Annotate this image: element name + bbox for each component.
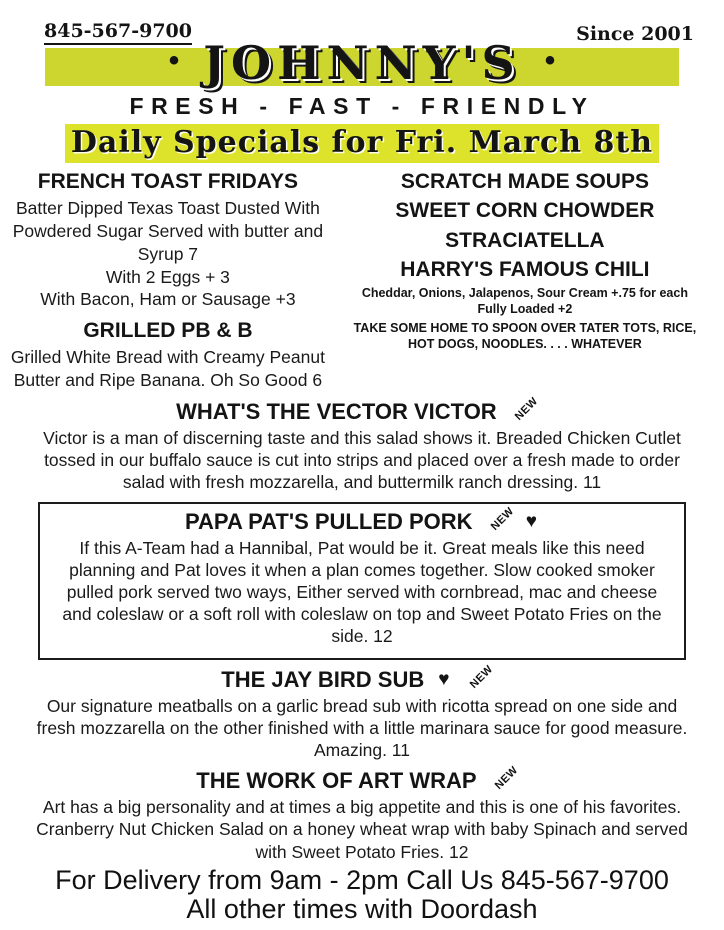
daily-specials-row [0, 125, 724, 160]
menu-line: Grilled White Bread with Creamy Peanut Butter and Ripe Banana. Oh So Good 6 [10, 347, 325, 391]
menu-line: With Bacon, Ham or Sausage +3 [40, 289, 296, 310]
soup-title: SWEET CORN CHOWDER [395, 199, 655, 223]
soup-title: SCRATCH MADE SOUPS [400, 170, 649, 193]
delivery-info: For Delivery from 9am - 2pm Call Us 845-567-9700 [55, 864, 669, 895]
section-description: Our signature meatballs on a garlic bread sub with ricotta spread on one side and fresh mozzarella on the other finished with a little marinara sauce for good measure. [36, 695, 688, 738]
take-home-note: TAKE SOME HOME TO SPOON OVER TATER TOTS, RICE, HOT DOGS, NOODLES. . . . WHATEVER [353, 321, 697, 352]
chili-loaded-note: Fully Loaded +2 [477, 302, 573, 317]
bullet-icon-right: • [544, 44, 556, 77]
new-badge: NEW [492, 764, 520, 793]
section-title: THE JAY BIRD SUB [221, 666, 425, 692]
vector-victor-section [0, 394, 724, 494]
work-of-art-section [0, 764, 724, 863]
footer [0, 866, 724, 923]
brand-name: JOHNNY'S [203, 36, 521, 90]
soup-title: STRACIATELLA [445, 228, 605, 252]
jay-bird-section [0, 662, 724, 762]
new-badge: NEW [488, 504, 516, 533]
phone-number: 845-567-9700 [44, 20, 192, 45]
french-toast-section [10, 168, 326, 311]
section-title: FRENCH TOAST FRIDAYS [37, 170, 298, 193]
section-title: GRILLED PB & B [83, 319, 253, 343]
section-title: PAPA PAT'S PULLED PORK [184, 508, 473, 534]
menu-columns [0, 166, 724, 392]
section-heading-row [50, 504, 674, 535]
brand-banner [45, 36, 679, 90]
grilled-pbb-section [10, 317, 326, 392]
doordash-info: All other times with Doordash [186, 893, 538, 924]
since-label: Since 2001 [576, 23, 694, 45]
heart-icon: ♥ [525, 511, 538, 532]
section-description: Art has a big personality and at times a big appetite and this is one of his favorites. Cranberry Nut Chicken Salad on a honey wheat wrap with baby Spinach and served with Sweet Potato Fries. 12 [36, 797, 688, 862]
section-description: Victor is a man of discerning taste and this salad shows it. Breaded Chicken Cutlet tossed in our buffalo sauce is cut into strips and placed over a fresh made to order salad with fresh mozzarella, and buttermilk ranch dressing. 11 [43, 427, 681, 493]
right-column [326, 166, 724, 392]
new-badge: NEW [467, 662, 495, 691]
section-heading-row [0, 662, 724, 693]
soups-section [340, 168, 710, 352]
tagline: FRESH - FAST - FRIENDLY [129, 93, 595, 119]
bullet-icon-left: • [168, 44, 180, 77]
section-title: WHAT'S THE VECTOR VICTOR [176, 398, 497, 424]
papa-pat-section [38, 502, 686, 660]
soup-title: HARRY'S FAMOUS CHILI [400, 257, 650, 281]
menu-line: With 2 Eggs + 3 [105, 266, 230, 287]
section-closing-line: Amazing. 11 [314, 740, 410, 761]
menu-line: Batter Dipped Texas Toast Dusted With Powdered Sugar Served with butter and Syrup 7 [12, 198, 324, 264]
section-heading-row [0, 764, 724, 794]
chili-toppings-note: Cheddar, Onions, Jalapenos, Sour Cream +.75 for each [361, 286, 688, 301]
new-badge: NEW [512, 394, 541, 423]
section-title: THE WORK OF ART WRAP [196, 768, 477, 794]
left-column [0, 166, 326, 392]
daily-specials-title: Daily Specials for Fri. March 8th [65, 124, 659, 163]
section-heading-row [0, 394, 724, 425]
section-description: If this A-Team had a Hannibal, Pat would be it. Great meals like this need planning and Pat loves it when a plan comes together. Slow cooked smoker pulled pork served two ways, Either served with cornbread, mac and cheese and coleslaw or a soft roll with coleslaw on top and Sweet Potato Fries on the side. 12 [62, 537, 662, 647]
heart-icon: ♥ [438, 669, 450, 691]
